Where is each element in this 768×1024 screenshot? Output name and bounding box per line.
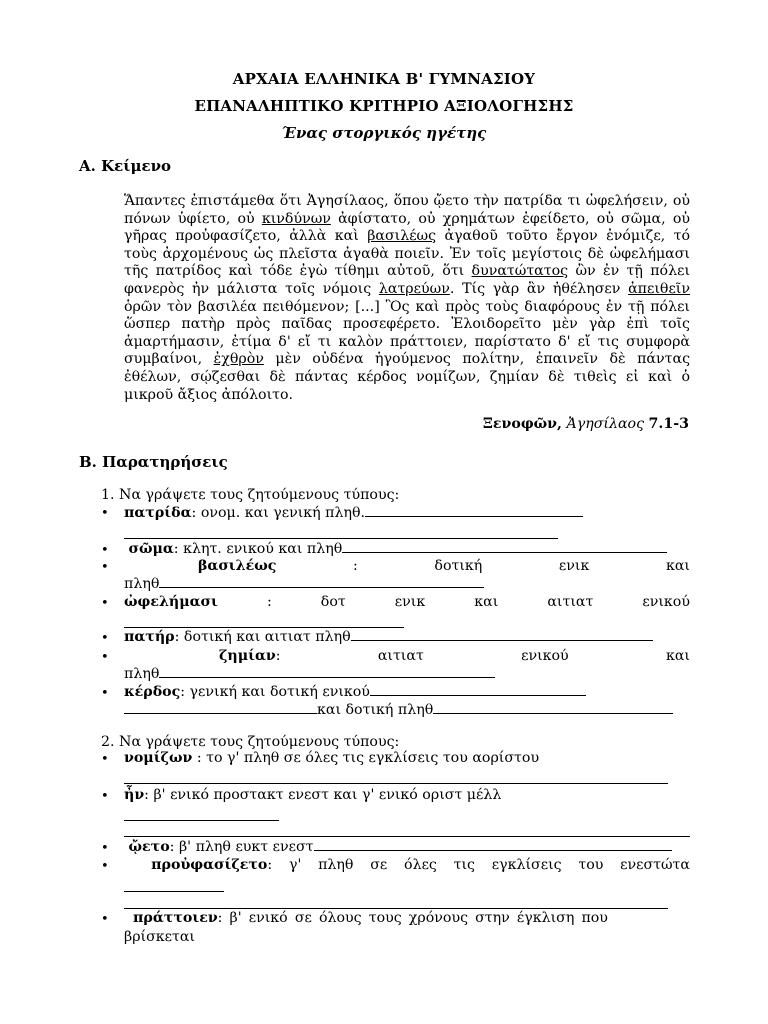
citation-ref: 7.1-3 <box>648 416 689 432</box>
answer-blank[interactable] <box>159 586 484 588</box>
instruction-word: αιτιατ <box>547 594 594 610</box>
instruction-proufasizeto: : γ' πληθ σε όλες τις εγκλίσεις του ενεστώτα <box>267 857 690 873</box>
passage-line <box>124 369 690 387</box>
exercise-ofelimasi <box>124 594 690 610</box>
passage-line <box>124 281 690 299</box>
exercise-vasileos <box>124 558 690 574</box>
passage-line <box>124 334 690 352</box>
instruction-word: πληθ <box>124 666 160 682</box>
passage-line <box>124 263 690 281</box>
instruction-word: και <box>665 648 690 664</box>
instruction-word: και <box>474 594 499 610</box>
exercise-patir <box>124 629 690 645</box>
word-vasileos: βασιλέως <box>198 558 277 574</box>
word-soma: σῶμα <box>128 541 174 557</box>
answer-blank[interactable] <box>342 551 667 553</box>
instruction-word: πληθ <box>124 576 160 592</box>
answer-blank[interactable] <box>365 515 583 517</box>
instruction-nomizon: : το γ' πληθ σε όλες τις εγκλίσεις του αορίστου <box>192 750 540 766</box>
answer-blank[interactable] <box>314 849 672 851</box>
document-title: ΑΡΧΑΙΑ ΕΛΛΗΝΙΚΑ Β' ΓΥΜΝΑΣΙΟΥ <box>232 70 536 88</box>
exercise-kerdos-line2 <box>124 702 690 718</box>
underlined-word: ἐχθρὸν <box>213 351 264 368</box>
exercise-zimian-line2 <box>124 666 690 682</box>
citation-work: Ἀγησίλαος <box>566 416 645 432</box>
passage-text: ἁμαρτήμασιν, ἐτίμα δ' εἴ τι καλὸν πράττοιεν, παρίστατο δ' εἴ τις συμφορὰ <box>124 333 690 350</box>
passage-text: ὢν ἐν τῇ πόλει <box>568 263 690 280</box>
section-b-heading: Β. Παρατηρήσεις <box>79 453 228 471</box>
question-2-intro: 2. Να γράψετε τους ζητούμενους τύπους: <box>101 734 400 750</box>
answer-blank[interactable] <box>370 694 586 696</box>
bullet: • <box>101 859 109 874</box>
word-zimian-wrap <box>124 648 281 664</box>
instruction-word: δοτ <box>320 594 346 610</box>
passage-text: ἀγαθοῦ τοῦτο ἔργον ἐνόμιζε, τό <box>436 228 690 245</box>
instruction-word: βρίσκεται <box>124 929 195 945</box>
passage-text: ἀφίστατο, οὐ χρημάτων ἐφείδετο, οὐ σῶμα, οὐ <box>330 210 690 227</box>
bullet: • <box>101 789 109 804</box>
passage-text: ἐθέλων, σῴζεσθαι δὲ πάντας κέρδος νομίζων, ζημίαν δὲ τιθεὶς εἰ καὶ ὁ <box>124 368 690 385</box>
passage-line <box>124 193 690 211</box>
exercise-vasileos-line2 <box>124 576 690 592</box>
exercise-kerdos <box>124 684 690 700</box>
exercise-prattoien <box>124 910 690 926</box>
document-subtitle-line: ΕΠΑΝΑΛΗΠΤΙΚΟ ΚΡΙΤΗΡΙΟ ΑΞΙΟΛΟΓΗΣΗΣ <box>194 97 574 115</box>
passage-text: μὲν οὐδένα ἡγούμενος πολίτην, ἐπαινεῖν δὲ πάντας <box>263 351 690 368</box>
passage-line <box>124 387 690 405</box>
instruction-word: ενικ <box>558 558 590 574</box>
exercise-zimian <box>124 648 690 664</box>
word-zimian: ζημίαν <box>219 648 276 664</box>
word-proufasizeto: προὐφασίζετο <box>151 857 268 873</box>
instruction-soma: : κλητ. ενικού και πληθ <box>173 541 343 557</box>
ancient-text-passage <box>124 193 690 404</box>
bullet: • <box>101 912 109 927</box>
instruction-word: ενικού <box>521 648 569 664</box>
question-1-intro: 1. Να γράψετε τους ζητούμενους τύπους: <box>101 487 400 503</box>
passage-text: γῆρας προὐφασίζετο, ἀλλὰ καὶ <box>124 228 368 245</box>
underlined-word: κινδύνων <box>261 210 331 227</box>
passage-text: ὁρῶν τὸν βασιλέα πειθόμενον; [...] Ὃς καὶ πρὸς τοὺς διαφόρους ἐν τῇ πόλει <box>124 298 690 315</box>
bullet: • <box>101 543 109 558</box>
answer-blank[interactable] <box>351 639 653 641</box>
underlined-word: δυνατώτατος <box>471 263 569 280</box>
instruction-oeto: : β' πληθ ευκτ ενεστ <box>169 839 314 855</box>
passage-line <box>124 316 690 334</box>
instruction-patrida: : ονομ. και γενική πληθ. <box>191 505 366 521</box>
passage-line <box>124 246 690 264</box>
bullet: • <box>101 506 109 521</box>
word-patir: πατήρ <box>124 629 175 645</box>
word-patrida: πατρίδα <box>124 505 192 521</box>
bullet: • <box>101 560 109 575</box>
answer-line[interactable] <box>124 908 668 909</box>
passage-line <box>124 299 690 317</box>
exercise-in <box>124 787 690 803</box>
section-a-heading: Α. Κείμενο <box>79 157 172 175</box>
bullet: • <box>101 631 109 646</box>
word-prattoien: πράττοιεν <box>133 910 218 926</box>
answer-line[interactable] <box>124 538 558 539</box>
instruction-word: ενικ <box>394 594 426 610</box>
passage-text: συμβαίνοι, <box>124 351 214 368</box>
passage-text: τοὺς ἀρχομένους ὡς πλεῖστα ἀγαθὰ ποιεῖν. Ἐν τοῖς μεγίστοις δὲ ὠφελήμασι <box>124 245 690 262</box>
word-kerdos: κέρδος <box>124 684 181 700</box>
passage-line <box>124 211 690 229</box>
answer-line[interactable] <box>124 627 404 628</box>
word-in: ἦν <box>124 787 145 803</box>
instruction-patir: : δοτική και αιτιατ πληθ <box>174 629 351 645</box>
passage-title: Ένας στοργικός ηγέτης <box>281 124 487 142</box>
instruction-word: αιτιατ <box>377 648 424 664</box>
bullet: • <box>101 686 109 701</box>
underlined-word: βασιλέως <box>367 228 437 245</box>
answer-blank[interactable] <box>124 712 317 714</box>
passage-line <box>124 351 690 369</box>
passage-text: τῆς πατρίδος καὶ τόδε ἐγὼ τίθημι αὐτοῦ, ὅτι <box>124 263 472 280</box>
bullet: • <box>101 650 109 665</box>
instruction-kerdos: : γενική και δοτική ενικού <box>180 684 370 700</box>
underlined-word: ἀπειθεῖν <box>628 280 690 297</box>
bullet: • <box>101 841 109 856</box>
exercise-prattoien-line2 <box>124 929 690 945</box>
colon: : <box>353 558 358 574</box>
exercise-proufasizeto <box>124 857 690 873</box>
passage-text: φανερὸς ἦν μάλιστα τοῖς νόμοις <box>124 280 379 297</box>
exercise-patrida <box>124 505 690 521</box>
colon: : <box>266 594 272 610</box>
instruction-prattoien: : β' ενικό σε όλους τους χρόνους στην έγκλιση που <box>217 910 608 926</box>
passage-text: . Τίς γὰρ ἂν ἠθέλησεν <box>449 280 629 297</box>
word-ofelimasi: ὠφελήμασι <box>124 594 218 610</box>
bullet: • <box>101 752 109 767</box>
answer-line[interactable] <box>124 820 279 821</box>
word-nomizon: νομίζων <box>124 750 193 766</box>
answer-blank[interactable] <box>433 712 673 714</box>
answer-line[interactable] <box>124 836 690 837</box>
passage-text: μικροῦ ἄξιος ἀπόλοιτο. <box>124 386 294 403</box>
underlined-word: λατρεύων <box>378 280 450 297</box>
instruction-word: και <box>665 558 690 574</box>
exercise-soma <box>124 541 690 557</box>
answer-line[interactable] <box>124 891 224 892</box>
answer-blank[interactable] <box>159 676 495 678</box>
bullet: • <box>101 596 109 611</box>
answer-line[interactable] <box>124 783 668 784</box>
exercise-oeto <box>124 839 690 855</box>
instruction-word: και δοτική πληθ <box>317 702 434 718</box>
colon: : <box>275 648 281 664</box>
passage-text: ὥσπερ πατὴρ πρὸς παῖδας προσεφέρετο. Ἐλοιδορεῖτο μὲν γὰρ ἐπὶ τοῖς <box>124 316 690 333</box>
citation-author: Ξενοφῶν, <box>482 416 562 432</box>
instruction-word: ενικού <box>642 594 690 610</box>
exercise-nomizon <box>124 750 690 766</box>
instruction-word: δοτική <box>434 558 483 574</box>
citation <box>483 416 689 432</box>
passage-line <box>124 228 690 246</box>
passage-text: πόνων ὑφίετο, οὐ <box>124 210 262 227</box>
passage-text: Ἅπαντες ἐπιστάμεθα ὅτι Ἀγησίλαος, ὅπου ᾤετο τὴν πατρίδα τι ὠφελήσειν, οὐ <box>124 193 690 209</box>
instruction-in: : β' ενικό προστακτ ενεστ και γ' ενικό οριστ μέλλ <box>144 787 502 803</box>
word-oeto: ᾤετο <box>128 839 170 855</box>
